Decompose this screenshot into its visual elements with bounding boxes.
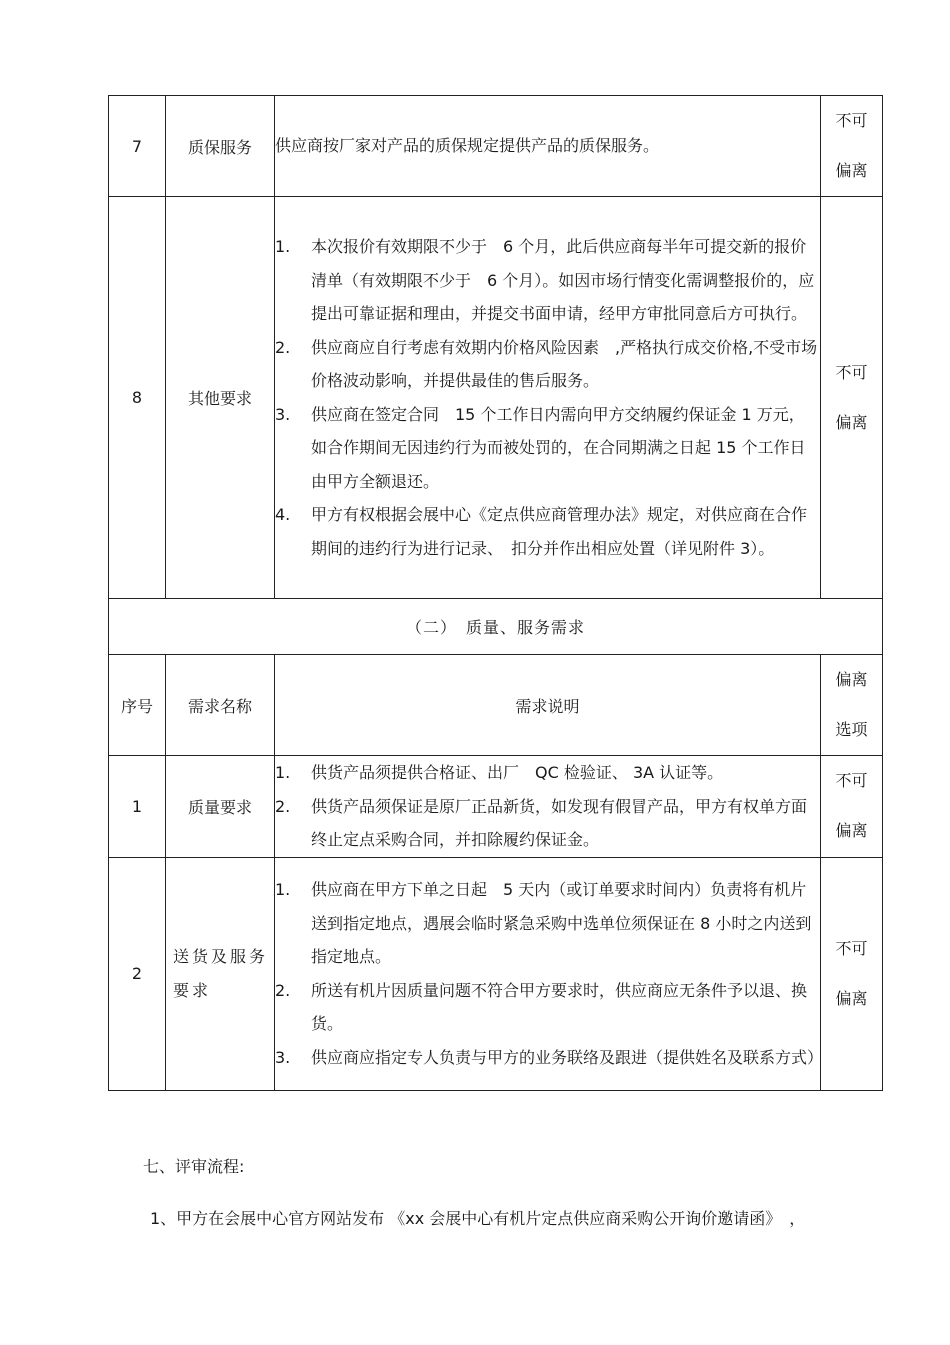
list-item: [275, 331, 820, 398]
deviation-line-1: 不可: [835, 938, 868, 958]
deviation-option: [821, 756, 883, 858]
table-row: [109, 96, 883, 197]
item-number: 4.: [275, 505, 291, 524]
item-text: 供货产品须保证是原厂正品新货，如发现有假冒产品，甲方有权单方面终止定点采购合同，并扣除履约保证金。: [311, 796, 808, 849]
row-number: 8: [109, 197, 166, 599]
list-item: [275, 230, 820, 331]
item-text: 供应商应自行考虑有效期内价格风险因素 ,严格执行成交价格,不受市场价格波动影响，并提供最佳的售后服务。: [311, 337, 818, 390]
item-text: 甲方有权根据会展中心《定点供应商管理办法》规定，对供应商在合作期间的违约行为进行记录、 扣分并作出相应处置（详见附件 3）。: [311, 505, 808, 558]
requirement-name: 质保服务: [166, 96, 275, 197]
header-deviation-line-2: 选项: [835, 720, 868, 739]
section-row: [109, 599, 883, 655]
section-title: （二） 质量、服务需求: [109, 599, 883, 655]
item-text: 所送有机片因质量问题不符合甲方要求时，供应商应无条件予以退、换货。: [311, 980, 808, 1033]
item-text: 本次报价有效期限不少于 6 个月，此后供应商每半年可提交新的报价清单（有效期限不少于 6 个月）。如因市场行情变化需调整报价的，应提出可靠证据和理由，并提交书面申请，经甲方审批同意后方可执行。: [311, 237, 815, 323]
header-description: 需求说明: [275, 655, 821, 756]
requirement-description: [275, 857, 824, 1090]
item-number: 1.: [275, 880, 291, 899]
item-number: 3.: [275, 404, 291, 424]
requirement-list: [275, 230, 820, 565]
item-text: 供应商在甲方下单之日起 5 天内（或订单要求时间内）负责将有机片送到指定地点，遇展会临时紧急采购中选单位须保证在 8 小时之内送到指定地点。: [311, 880, 812, 966]
list-item: [275, 398, 820, 499]
table-row: [109, 756, 883, 858]
list-item: [275, 873, 820, 974]
deviation-option: [821, 857, 883, 1090]
deviation-line-2: 偏离: [835, 161, 868, 180]
header-deviation-line-1: 偏离: [835, 670, 868, 689]
deviation-line-1: 不可: [835, 362, 868, 382]
header-row: [109, 655, 883, 756]
item-number: 3.: [275, 1047, 291, 1067]
requirement-name: 质量要求: [166, 756, 275, 858]
deviation-option: [821, 197, 883, 599]
deviation-line-2: 偏离: [835, 821, 868, 841]
deviation-line-2: 偏离: [835, 412, 868, 432]
deviation-line-1: 不可: [835, 771, 868, 791]
row-number: 2: [109, 857, 166, 1090]
list-item: [275, 756, 820, 790]
list-item: [275, 498, 820, 565]
list-item: [275, 790, 820, 857]
row-number: 7: [109, 96, 166, 197]
item-number: 2.: [275, 337, 291, 357]
deviation-option: [821, 96, 883, 197]
table-row: [109, 197, 883, 599]
item-text: 供应商在签定合同 15 个工作日内需向甲方交纳履约保证金 1 万元，如合作期间无因违约行为而被处罚的，在合同期满之日起 15 个工作日由甲方全额退还。: [311, 404, 806, 491]
requirement-description: [275, 96, 821, 197]
table-row: [109, 857, 883, 1090]
requirements-table: [108, 95, 883, 1091]
item-number: 2.: [275, 796, 291, 816]
header-deviation: [821, 655, 883, 756]
header-number: 序号: [109, 655, 166, 756]
body-paragraph: 1、甲方在会展中心官方网站发布 《xx 会展中心有机片定点供应商采购公开询价邀请函》 ，: [150, 1209, 806, 1228]
list-item: [275, 974, 820, 1041]
item-number: 1.: [275, 237, 291, 256]
item-text: 供应商应指定专人负责与甲方的业务联络及跟进（提供姓名及联系方式）: [311, 1047, 824, 1067]
deviation-line-2: 偏离: [835, 988, 868, 1008]
description-text: 供应商按厂家对产品的质保规定提供产品的质保服务。: [275, 136, 660, 155]
requirement-list: [275, 756, 820, 857]
header-name: 需求名称: [166, 655, 275, 756]
row-number: 1: [109, 756, 166, 858]
requirement-description: [275, 756, 821, 858]
requirement-description: [275, 197, 821, 599]
requirement-list: [275, 873, 824, 1074]
item-number: 2.: [275, 980, 291, 1000]
item-number: 1.: [275, 763, 291, 782]
deviation-line-1: 不可: [835, 111, 868, 130]
list-item: [275, 1041, 824, 1075]
section-heading: 七、评审流程:: [143, 1157, 245, 1176]
item-text: 供货产品须提供合格证、出厂 QC 检验证、 3A 认证等。: [311, 763, 724, 782]
requirement-name: 送货及服务要求: [166, 857, 275, 1090]
requirement-name: 其他要求: [166, 197, 275, 599]
